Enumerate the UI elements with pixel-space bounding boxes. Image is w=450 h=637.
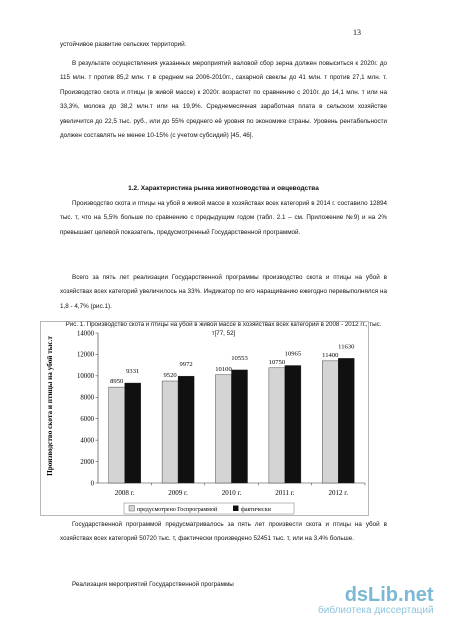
bar-value-label: 11400 (322, 351, 339, 359)
legend-label-actual: фактически (241, 507, 271, 513)
x-tick-label: 2012 г. (328, 489, 349, 497)
bar-planned (269, 368, 285, 483)
bar-value-label: 8950 (110, 378, 124, 386)
paragraph-6: Реализация мероприятий Государственной программы (72, 581, 234, 588)
bar-actual (338, 358, 354, 483)
section-heading: 1.2. Характеристика рынка животноводства и овцеводства (128, 185, 319, 192)
page-number: 13 (353, 28, 361, 37)
legend-swatch-planned (129, 506, 135, 512)
y-tick-label: 14000 (77, 330, 94, 338)
bar-actual (125, 383, 141, 483)
y-tick-label: 4000 (80, 437, 94, 445)
bar-planned (322, 361, 338, 483)
bar-planned (109, 387, 125, 483)
y-tick-label: 8000 (80, 394, 94, 402)
bar-chart (40, 321, 370, 516)
bar-planned (162, 381, 178, 483)
bar-value-label: 11630 (338, 343, 355, 351)
y-tick-label: 10000 (77, 373, 94, 381)
bar-value-label: 10553 (231, 354, 248, 362)
y-tick-label: 12000 (77, 351, 94, 359)
x-tick-label: 2009 г. (168, 489, 188, 497)
figure-caption: Рис. 1. Производство скота и птицы на убой в живой массе в хозяйствах всех категорий в 2008 - 2012 гг., тыс. т[77, 52] (65, 321, 382, 337)
y-tick-label: 0 (90, 480, 94, 488)
bar-actual (232, 370, 248, 483)
paragraph-3: Производство скота и птицы на убой в живой массе в хозяйствах всех категорий в 2014 г. составило 12894 тыс. т, что на 5,5% больше по сравнению с предыдущим годом (табл. 2.1 – см. Приложение №9) и на 2% превышает целевой показатель, предусмотренный Государственной программой. (60, 200, 387, 236)
x-tick-label: 2010 г. (221, 489, 242, 497)
x-tick-label: 2011 г. (275, 489, 295, 497)
bar-actual (285, 366, 301, 483)
watermark-logo: dsLib.net (344, 584, 434, 606)
bar-value-label: 9520 (163, 372, 177, 379)
legend-label-planned: предусмотрено Госпрограммой (137, 507, 218, 513)
paragraph-2: В результате осуществления указанных мероприятий валовой сбор зерна должен повыситься к 2020г. до 115 млн. т против 85,2 млн. т в среднем на 2006-2010гг., сахарной свеклы до 41 млн. т против 27,1 млн. т. Производство скота и птицы (в живой массе) к 2020г. возрастет по сравнению с 2010г. до 14,1 млн. т или на 33,3%, молока до 38,2 млн.т или на 19,9%. Среднемесячная заработная плата в сельском хозяйстве увеличится до 22,5 тыс. руб., или до 55% среднего её уровня по экономике страны. Уровень рентабельности должен составлять не менее 10-15% (с учетом субсидий) [45, 46]. (60, 60, 387, 140)
bar-actual (178, 376, 194, 483)
paragraph-1: устойчивое развитие сельских территорий. (60, 41, 187, 48)
legend (124, 503, 294, 514)
bar-value-label: 10965 (284, 350, 302, 358)
x-tick-label: 2008 г. (114, 489, 135, 497)
watermark-tagline: библиотека диссертаций (318, 605, 434, 616)
watermark (318, 584, 434, 616)
bar-value-label: 10100 (215, 365, 232, 373)
paragraph-5: Государственной программой предусматривалось за пять лет произвести скота и птицы на убой в хозяйствах всех категорий 50720 тыс. т, фактически произведено 52451 тыс. т, или на 3,4% больше. (60, 521, 387, 543)
bar-value-label: 10750 (268, 358, 286, 366)
bar-value-label: 9972 (179, 361, 193, 369)
y-tick-label: 2000 (80, 458, 94, 466)
paragraph-4: Всего за пять лет реализации Государственной программы производство скота и птицы на убой в хозяйствах всех категорий увеличилось на 33%. Индикатор по его наращиванию ежегодно перевыполнялся на 1,8 - 4,7% (рис.1). (60, 274, 387, 310)
bar-value-label: 9331 (126, 368, 140, 376)
legend-swatch-actual (233, 506, 239, 512)
plot-area (77, 330, 365, 497)
y-axis-label: Производство скота и птицы на убой тыс.т (46, 336, 54, 476)
y-tick-label: 6000 (80, 416, 94, 424)
bar-planned (216, 375, 232, 483)
